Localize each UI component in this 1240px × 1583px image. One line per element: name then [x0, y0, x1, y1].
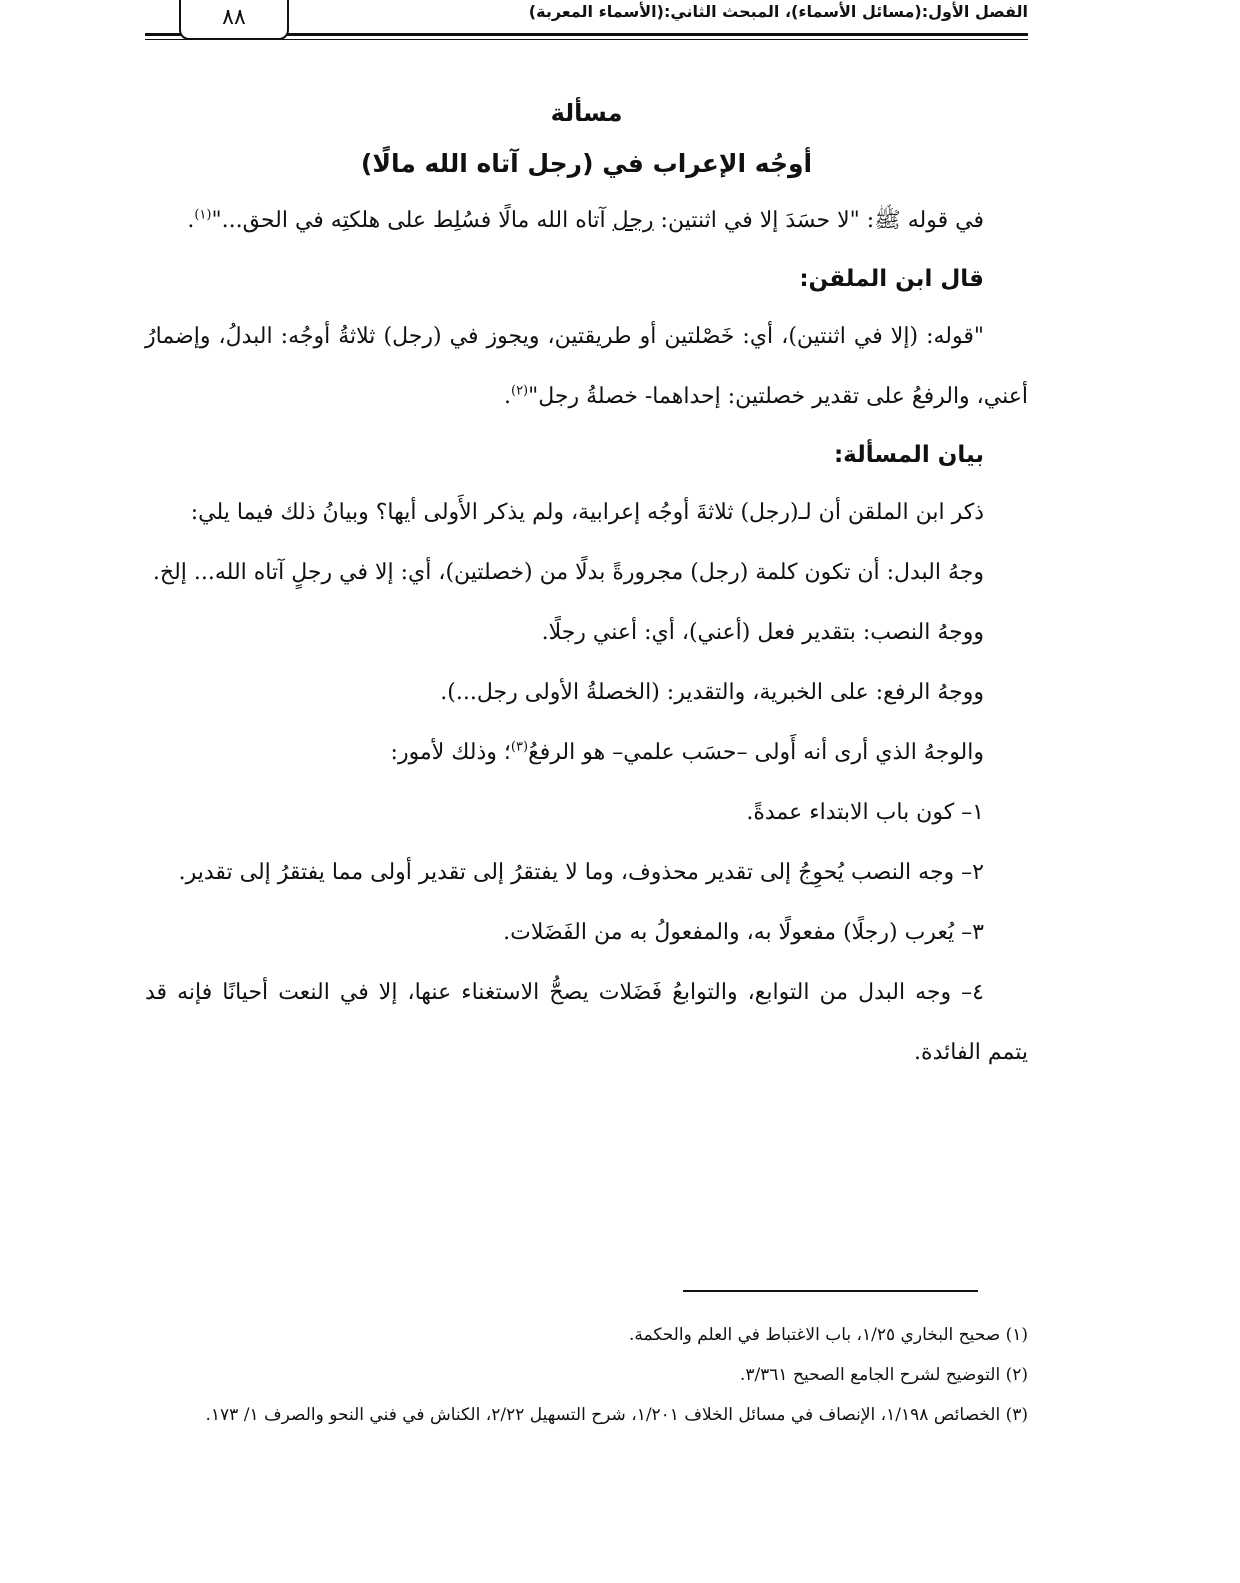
footnote-1: (١) صحيح البخاري ١/٢٥، باب الاغتباط في العلم والحكمة. [628, 1325, 1028, 1345]
page-number: ٨٨ [179, 0, 289, 40]
header-title [529, 2, 1028, 21]
footnotes [145, 1315, 1028, 1435]
nasb-paragraph: ووجهُ النصب: بتقدير فعل (أعني)، أي: أعني رجلًا. [541, 620, 984, 645]
running-header [145, 0, 1028, 44]
reason-4: ٤– وجه البدل من التوابع، والتوابعُ فَضَلات يصحُّ الاستغناء عنها، إلا في النعت أحيانًا فإنه قد يتمم الفائدة. [145, 980, 1028, 1065]
footnote-3: (٣) الخصائص ١/١٩٨، الإنصاف في مسائل الخلاف ١/٢٠١، شرح التسهيل ٢/٢٢، الكناش في فني النحو والصرف ١/ ١٧٣. [205, 1405, 1028, 1425]
main-text [145, 95, 1028, 1083]
raf-paragraph: ووجهُ الرفع: على الخبرية، والتقدير: (الخصلةُ الأولى رجل...). [440, 680, 984, 705]
quote-paragraph [145, 307, 1028, 427]
explanation-heading: بيان المسألة: [833, 442, 984, 468]
explanation-paragraph: ذكر ابن الملقن أن لـ(رجل) ثلاثةَ أوجُه إعرابية، ولم يذكر الأَولى أيها؟ وبيانُ ذلك فيما يلي: [190, 500, 984, 525]
preferred-text: والوجهُ الذي أرى أنه أَولى –حسَب علمي– هو الرفعُ [528, 740, 984, 765]
footnote-ref-3[interactable]: (٣) [510, 739, 529, 755]
page-title: مسألة [550, 99, 623, 127]
reason-1: ١– كون باب الابتداء عمدةً. [746, 800, 984, 825]
reason-2: ٢– وجه النصب يُحوِجُ إلى تقدير محذوف، وما لا يفتقرُ إلى تقدير أولى مما يفتقرُ إلى تقدير. [178, 860, 984, 885]
quote-heading: قال ابن الملقن: [799, 266, 984, 292]
hadith-period: . [187, 208, 195, 233]
header-chapter: الفصل الأول [928, 2, 1028, 21]
hadith-text-end: آتاه الله مالًا فسُلِط على هلكتِه في الحق..." [211, 208, 613, 233]
footnote-2: (٢) التوضيح لشرح الجامع الصحيح ٣/٣٦١. [739, 1365, 1028, 1385]
hadith-paragraph [145, 191, 1028, 251]
preferred-text-end: ؛ وذلك لأمور: [390, 740, 511, 765]
header-section: :(مسائل الأسماء)، المبحث الثاني:(الأسماء المعربة) [528, 2, 929, 21]
footnote-ref-2[interactable]: (٢) [510, 383, 529, 399]
badal-paragraph: وجهُ البدل: أن تكون كلمة (رجل) مجرورةً بدلًا من (خصلتين)، أي: إلا في رجلٍ آتاه الله... إلخ. [152, 560, 984, 585]
quote-text: "قوله: (إلا في اثنتين)، أي: خَصْلتين أو طريقتين، ويجوز في (رجل) ثلاثةُ أوجُه: البدلُ، وإضمارُ أعني، والرفعُ على تقدير خصلتين: إحداهما- خصلةُ رجل" [145, 324, 1028, 409]
reason-3: ٣– يُعرب (رجلًا) مفعولًا به، والمفعولُ به من الفَضَلات. [503, 920, 984, 945]
issue-title: أوجُه الإعراب في (رجل آتاه الله مالًا) [360, 149, 813, 178]
footnote-ref-1[interactable]: (١) [194, 207, 212, 223]
hadith-underlined-word: رجل [612, 208, 654, 233]
footnote-separator [683, 1290, 978, 1292]
quote-period: . [503, 384, 511, 409]
preferred-paragraph [145, 723, 1028, 783]
hadith-text-start: في قوله ﷺ: "لا حسَدَ إلا في اثنتين: [653, 208, 984, 233]
